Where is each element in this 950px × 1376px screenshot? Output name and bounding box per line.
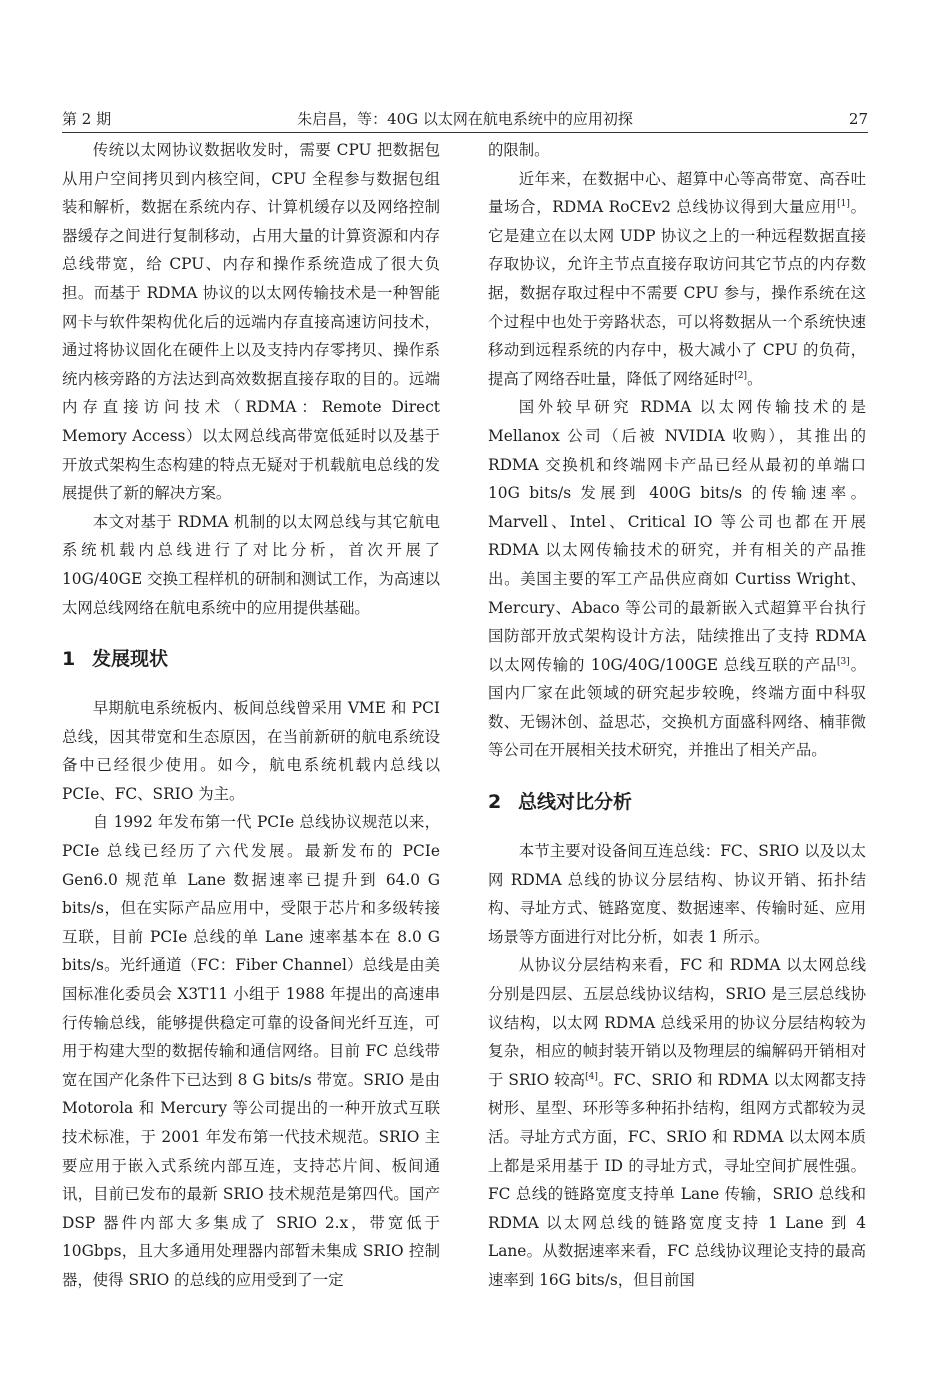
running-header (62, 106, 868, 132)
citation-ref: [3] (837, 656, 850, 667)
section-number: 2 (488, 791, 502, 814)
paragraph-section2-1: 本节主要对设备间互连总线：FC、SRIO 以及以太网 RDMA 总线的协议分层结构、协议开销、拓扑结构、寻址方式、链路宽度、数据速率、传输时延、应用场景等方面进行对比分析，如表 1 所示。 (488, 842, 866, 946)
paragraph-text: 从协议分层结构来看，FC 和 RDMA 以太网总线分别是四层、五层总线协议结构，SRIO 是三层总线协议结构，以太网 RDMA 总线采用的协议分层结构较为复杂，相应的帧封装开销以及物理层的编解码开销相对于 SRIO 较高 (488, 956, 866, 1089)
running-title: 朱启昌，等：40G 以太网在航电系统中的应用初探 (297, 110, 633, 128)
header-divider (62, 132, 868, 133)
paragraph-intro-1: 传统以太网协议数据收发时，需要 CPU 把数据包从用户空间拷贝到内核空间，CPU 全程参与数据包组装和解析，数据在系统内存、计算机缓存以及网络控制器缓存之间进行复制移动，占用大量的计算资源和内存总线带宽，给 CPU、内存和操作系统造成了很大负担。而基于 RDMA 协议的以太网传输技术是一种智能网卡与软件架构优化后的远端内存直接高速访问技术，通过将协议固化在硬件上以及支持内存零拷贝、操作系统内核旁路的方法达到高效数据直接存取的目的。远端内存直接访问技术（RDMA：Remote Direct Memory Access）以太网总线高带宽低延时以及基于开放式架构生态构建的特点无疑对于机载航电总线的发展提供了新的解决方案。 (62, 141, 440, 503)
paragraph-continuation: 的限制。 (488, 141, 550, 159)
section-heading-1 (62, 644, 440, 674)
section-title: 总线对比分析 (518, 791, 633, 814)
paragraph-section1-1: 早期航电系统板内、板间总线曾采用 VME 和 PCI 总线，因其带宽和生态原因，在当前新研的航电系统设备中已经很少使用。如今，航电系统机载内总线以 PCIe、FC、SRIO 为主。 (62, 699, 440, 803)
paragraph-text: 近年来，在数据中心、超算中心等高带宽、高吞吐量场合，RDMA RoCEv2 总线协议得到大量应用 (488, 169, 866, 217)
paragraph-text: 。FC、SRIO 和 RDMA 以太网都支持树形、星型、环形等多种拓扑结构，组网方式都较为灵活。寻址方式方面，FC、SRIO 和 RDMA 以太网本质上都是采用基于 ID 的寻址方式，寻址空间扩展性强。FC 总线的链路宽度支持单 Lane 传输，SRIO 总线和 RDMA 以太网总线的链路宽度支持 1 Lane 到 4 Lane。从数据速率来看，FC 总线协议理论支持的最高速率到 16G bits/s，但目前国 (488, 1070, 866, 1289)
page-number: 27 (848, 110, 868, 128)
citation-ref: [1] (837, 199, 850, 210)
section-title: 发展现状 (92, 648, 169, 671)
citation-ref: [2] (734, 370, 748, 381)
paragraph-rdma-roce (488, 165, 866, 394)
paragraph-section1-2: 自 1992 年发布第一代 PCIe 总线协议规范以来，PCIe 总线已经历了六代发展。最新发布的 PCIe Gen6.0 规范单 Lane 数据速率已提升到 64.0 G bits/s，但在实际产品应用中，受限于芯片和多级转接互联，目前 PCIe 总线的单 Lane 速率基本在 8.0 G bits/s。光纤通道（FC：Fiber Channel）总线是由美国标准化委员会 X3T11 小组于 1988 年提出的高速串行传输总线，能够提供稳定可靠的设备间光纤互连，可用于构建大型的数据传输和通信网络。目前 FC 总线带宽在国产化条件下已达到 8 G bits/s 带宽。SRIO 是由 Motorola 和 Mercury 等公司提出的一种开放式互联技术标准，于 2001 年发布第一代技术规范。SRIO 主要应用于嵌入式系统内部互连，支持芯片间、板间通讯，目前已发布的最新 SRIO 技术规范是第四代。国产 DSP 器件内部大多集成了 SRIO 2.x，带宽低于 10Gbps，且大多通用处理器内部暂未集成 SRIO 控制器，使得 SRIO 的总线的应用受到了一定 (62, 813, 440, 1289)
paragraph-foreign-research (488, 393, 866, 765)
paragraph-section2-2 (488, 951, 866, 1294)
paragraph-text: 。 (747, 369, 763, 388)
paragraph-text: 国外较早研究 RDMA 以太网传输技术的是 Mellanox 公司（后被 NVIDIA 收购），其推出的 RDMA 交换机和终端网卡产品已经从最初的单端口 10G bits/s 发展到 400G bits/s 的传输速率。Marvell、Intel、Critical IO 等公司也都在开展 RDMA 以太网传输技术的研究，并有相关的产品推出。美国主要的军工产品供应商如 Curtiss Wright、Mercury、Abaco 等公司的最新嵌入式超算平台执行国防部开放式架构设计方法，陆续推出了支持 RDMA 以太网传输的 10G/40G/100GE 总线互联的产品 (488, 398, 866, 674)
right-column (488, 136, 866, 1295)
paragraph-text: 。它是建立在以太网 UDP 协议之上的一种远程数据直接存取协议，允许主节点直接存取访问其它节点的内存数据，数据存取过程中不需要 CPU 参与，操作系统在这个过程中也处于旁路状态，可以将数据从一个系统快速移动到远程系统的内存中，极大减小了 CPU 的负荷，提高了网络吞吐量，降低了网络延时 (488, 198, 866, 388)
paragraph-text: 。国内厂家在此领域的研究起步较晚，终端方面中科驭数、无锡沐创、益思芯，交换机方面盛科网络、楠菲微等公司在开展相关技术研究，并推出了相关产品。 (488, 655, 866, 760)
section-number: 1 (62, 648, 76, 671)
citation-ref: [4] (585, 1071, 598, 1082)
left-column (62, 136, 440, 1295)
section-heading-2 (488, 787, 866, 817)
issue-label: 第 2 期 (62, 110, 112, 128)
paragraph-intro-2: 本文对基于 RDMA 机制的以太网总线与其它航电系统机载内总线进行了对比分析，首次开展了 10G/40GE 交换工程样机的研制和测试工作，为高速以太网总线网络在航电系统中的应用提供基础。 (62, 512, 440, 617)
